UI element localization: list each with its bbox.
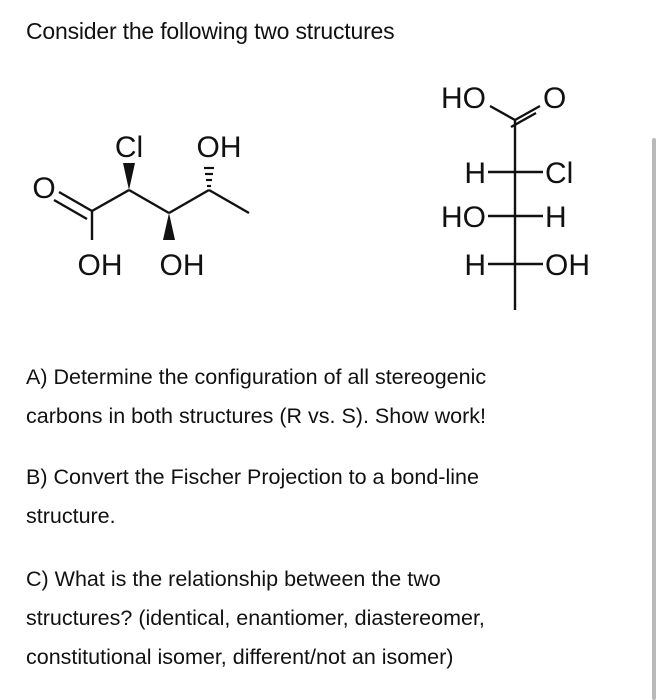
wedge-bond-oh xyxy=(163,213,175,240)
hydroxyl-top-label: OH xyxy=(196,131,242,164)
intro-text: Consider the following two structures xyxy=(26,18,395,44)
fischer-row1-right-label: Cl xyxy=(545,157,574,190)
question-c-line: constitutional isomer, different/not an isomer) xyxy=(26,645,454,669)
carbonyl-bond-1 xyxy=(59,192,92,211)
bond-c1-c2 xyxy=(92,190,129,211)
question-a-line: carbons in both structures (R vs. S). Show work! xyxy=(26,404,487,428)
bond-c4-c5 xyxy=(209,190,249,213)
hash-bond-oh xyxy=(204,168,214,186)
question-b xyxy=(26,458,626,536)
question-c-line: structures? (identical, enantiomer, diastereomer, xyxy=(26,606,485,630)
bond-c2-c3 xyxy=(129,190,169,213)
structures-figure xyxy=(0,70,663,330)
bond-line-structure xyxy=(54,190,249,240)
bond-top-left xyxy=(490,106,515,120)
carbonyl-oxygen-label: O xyxy=(32,172,56,205)
fischer-row3-right-label: OH xyxy=(545,249,590,282)
fischer-top-right-label: O xyxy=(543,82,567,115)
hydroxyl-bottom-right-label: OH xyxy=(159,249,205,282)
bond-c3-c4 xyxy=(169,190,209,213)
fischer-row1-left-label: H xyxy=(464,157,486,190)
chlorine-label: Cl xyxy=(114,131,144,164)
fischer-projection xyxy=(488,106,543,310)
vertical-scrollbar[interactable] xyxy=(652,138,656,700)
wedge-bond-cl xyxy=(123,163,135,190)
fischer-row2-left-label: HO xyxy=(441,201,486,234)
fischer-row2-right-label: H xyxy=(545,201,567,234)
fischer-row3-left-label: H xyxy=(464,249,486,282)
question-c xyxy=(26,560,626,677)
carbonyl-bond-2 xyxy=(54,200,87,219)
fischer-top-left-label: HO xyxy=(441,82,486,115)
question-c-line: C) What is the relationship between the two xyxy=(26,567,441,591)
hydroxyl-bottom-left-label: OH xyxy=(77,249,123,282)
question-b-line: structure. xyxy=(26,504,116,528)
question-b-line: B) Convert the Fischer Projection to a bond-line xyxy=(26,465,479,489)
question-a-line: A) Determine the configuration of all stereogenic xyxy=(26,365,487,389)
question-a xyxy=(26,358,626,436)
